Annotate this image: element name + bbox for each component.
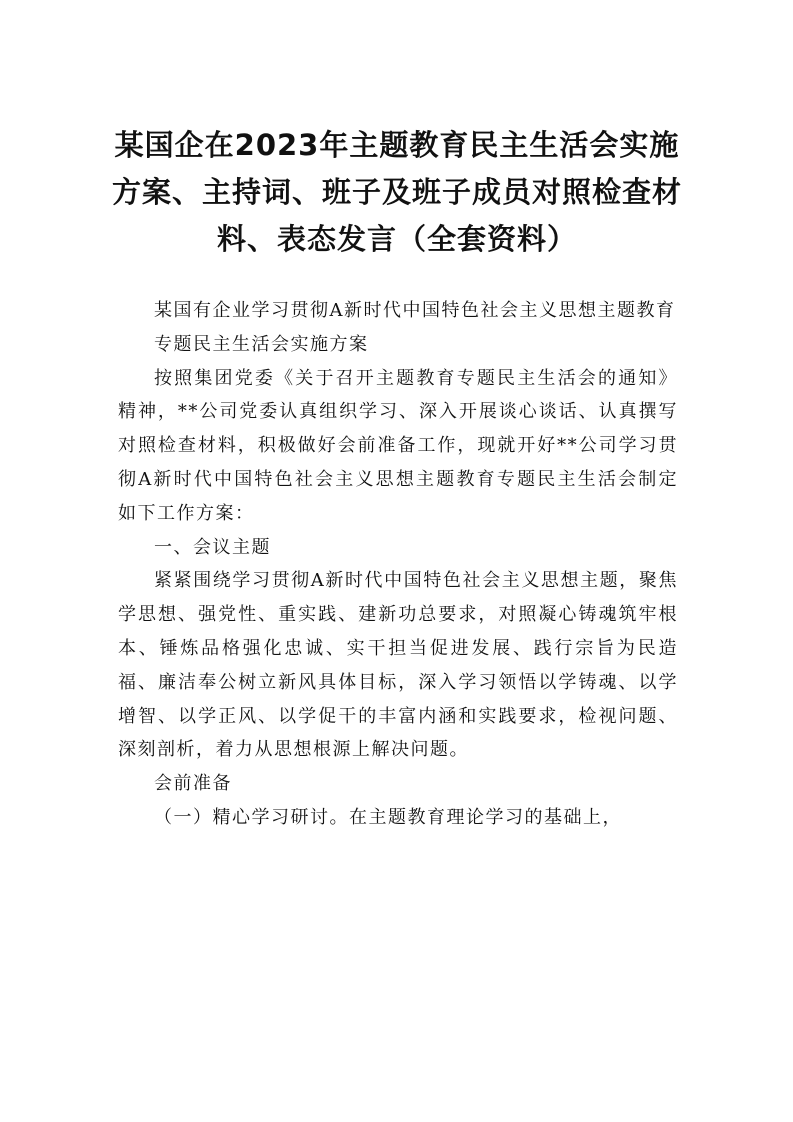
section-heading-preparation: 会前准备 bbox=[154, 773, 232, 795]
document-title: 某国企在2023年主题教育民主生活会实施方案、主持词、班子及班子成员对照检查材料、表态发言（全套资料） bbox=[111, 128, 682, 256]
paragraph-intro-line2: 专题民主生活会实施方案 bbox=[154, 333, 369, 355]
paragraph-preamble: 按照集团党委《关于召开主题教育专题民主生活会的通知》精神，**公司党委认真组织学习、深入开展谈心谈话、认真撰写对照检查材料，积极做好会前准备工作，现就开好**公司学习贯彻A新时代中国特色社会主义思想主题教育专题民主生活会制定如下工作方案： bbox=[118, 367, 678, 524]
paragraph-theme: 紧紧围绕学习贯彻A新时代中国特色社会主义思想主题，聚焦学思想、强党性、重实践、建新功总要求，对照凝心铸魂筑牢根本、锤炼品格强化忠诚、实干担当促进发展、践行宗旨为民造福、廉洁奉公树立新风具体目标，深入学习领悟以学铸魂、以学增智、以学正风、以学促干的丰富内涵和实践要求，检视问题、深刻剖析，着力从思想根源上解决问题。 bbox=[118, 570, 678, 761]
document-body bbox=[118, 294, 678, 835]
paragraph-intro-line1: 某国有企业学习贯彻A新时代中国特色社会主义思想主题教育 bbox=[154, 300, 676, 321]
section-heading-theme: 一、会议主题 bbox=[154, 536, 271, 558]
paragraph-study: （一）精心学习研讨。在主题教育理论学习的基础上， bbox=[154, 806, 622, 828]
